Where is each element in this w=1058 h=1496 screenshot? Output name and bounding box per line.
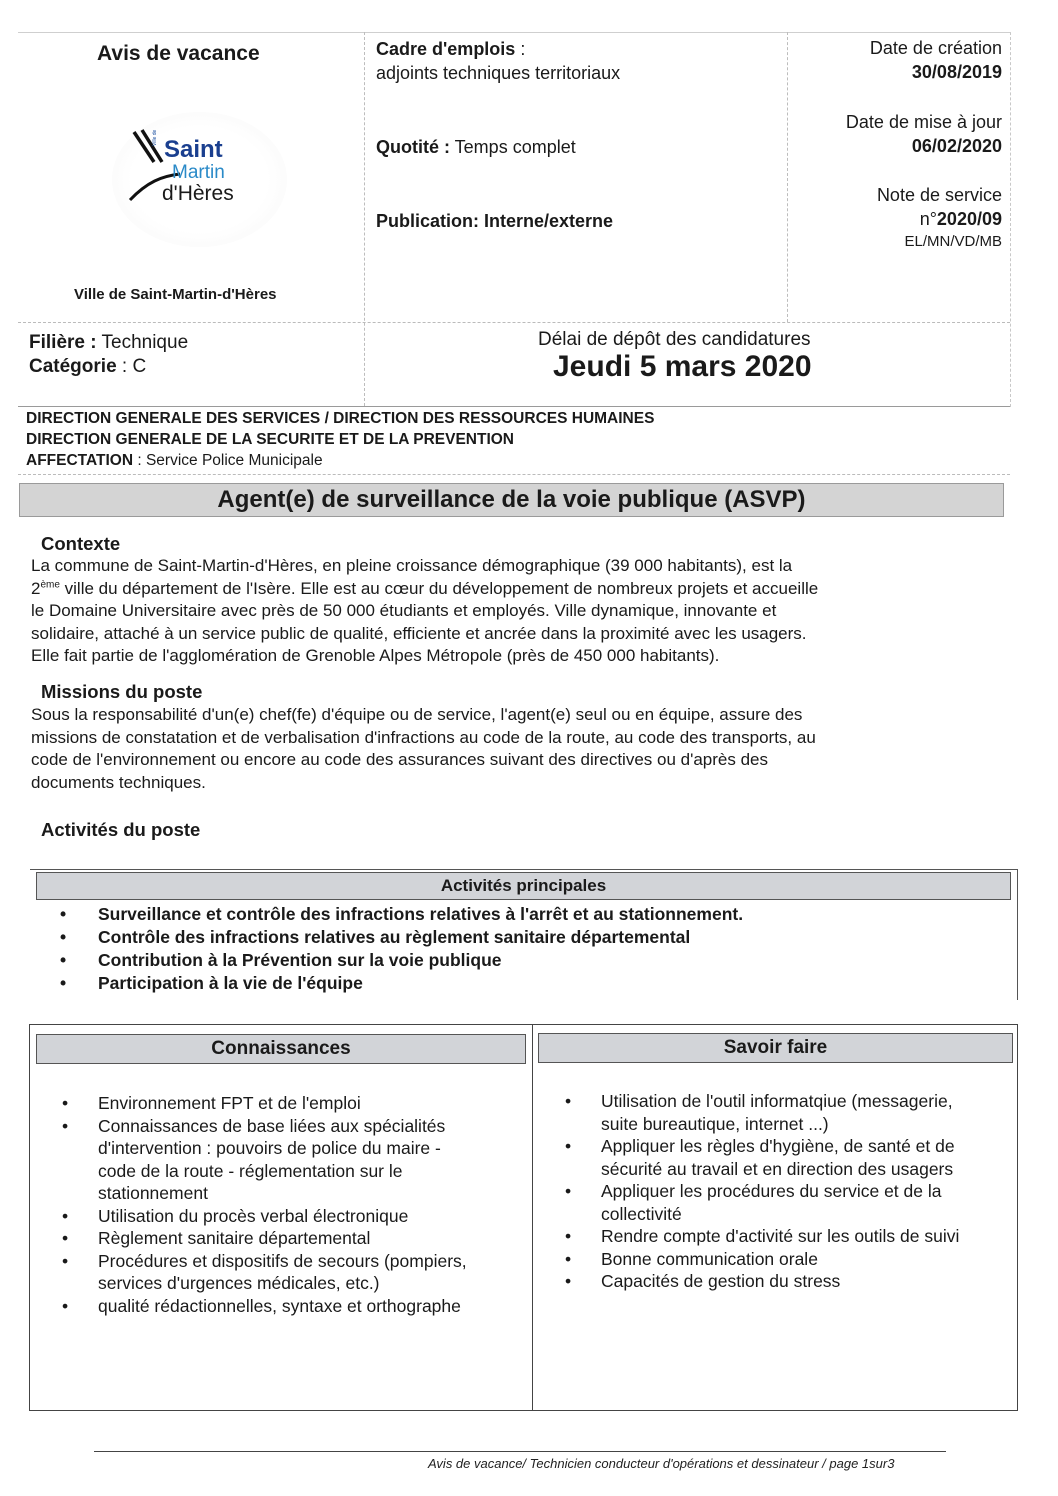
cadre-colon: : bbox=[515, 39, 526, 59]
list-item-line: collectivité bbox=[601, 1203, 682, 1224]
list-item bbox=[62, 1295, 522, 1318]
bullet: • bbox=[60, 973, 67, 993]
list-item-line: stationnement bbox=[98, 1183, 208, 1203]
list-item-line: services d'urgences médicales, etc.) bbox=[98, 1273, 380, 1293]
quotite-value: Temps complet bbox=[450, 137, 576, 157]
list-item-line: Utilisation du procès verbal électronique bbox=[98, 1205, 409, 1226]
contexte-line-5: Elle fait partie de l'agglomération de Grenoble Alpes Métropole (près de 450 000 habitants). bbox=[31, 646, 720, 665]
logo-saint: Saint bbox=[164, 136, 223, 163]
list-item-text bbox=[601, 1270, 840, 1293]
date-creation: 30/08/2019 bbox=[911, 62, 1002, 82]
list-item bbox=[565, 1270, 1005, 1293]
contexte-line-4: solidaire, attaché à un service public de qualité, efficiente et ancrée dans la proximité avec les usagers. bbox=[31, 623, 807, 643]
note-service-label: Note de service bbox=[876, 185, 1002, 205]
contexte-heading: Contexte bbox=[41, 533, 121, 554]
date-maj: 06/02/2020 bbox=[911, 136, 1002, 156]
activites-principales-title: Activités principales bbox=[36, 872, 1011, 900]
list-item-line: Rendre compte d'activité sur les outils de suivi bbox=[601, 1226, 960, 1246]
list-item-text bbox=[98, 1250, 467, 1295]
savoir-faire-list bbox=[565, 1090, 1005, 1293]
header-hline-3 bbox=[18, 474, 1010, 475]
list-item-text: Surveillance et contrôle des infractions relatives à l'arrêt et au stationnement. bbox=[98, 904, 744, 924]
list-item-line: Appliquer les procédures du service et de la bbox=[601, 1181, 942, 1201]
missions-heading: Missions du poste bbox=[41, 681, 203, 702]
list-item-text bbox=[601, 1180, 941, 1225]
connaissances-list bbox=[62, 1092, 522, 1317]
note-number: 2020/09 bbox=[936, 209, 1002, 229]
bullet: • bbox=[565, 1226, 572, 1246]
list-item-line: Utilisation de l'outil informatqiue (messagerie, bbox=[601, 1091, 953, 1111]
savoir-faire-title: Savoir faire bbox=[538, 1033, 1013, 1063]
direction-line-2: DIRECTION GENERALE DE LA SECURITE ET DE LA PREVENTION bbox=[26, 431, 515, 448]
bullet: • bbox=[62, 1295, 69, 1316]
job-title: Agent(e) de surveillance de la voie publique (ASVP) bbox=[19, 483, 1004, 517]
list-item bbox=[60, 926, 743, 949]
list-item-line: Règlement sanitaire départemental bbox=[98, 1228, 371, 1248]
ordinal-number: 2 bbox=[31, 578, 41, 598]
list-item-line: Bonne communication orale bbox=[601, 1248, 818, 1269]
bullet: • bbox=[62, 1093, 69, 1113]
direction-line-1: DIRECTION GENERALE DES SERVICES / DIRECTION DES RESSOURCES HUMAINES bbox=[26, 410, 655, 427]
publication: Publication: Interne/externe bbox=[376, 211, 614, 231]
bullet: • bbox=[565, 1248, 572, 1269]
list-item bbox=[565, 1180, 1005, 1225]
list-item-line: Connaissances de base liées aux spécialités bbox=[98, 1115, 446, 1136]
list-item-text bbox=[98, 1227, 370, 1250]
list-item bbox=[62, 1205, 522, 1228]
contexte-paragraph bbox=[31, 555, 942, 668]
missions-line: missions de constatation et de verbalisation d'infractions au code de la route, au code des transports, au bbox=[31, 727, 816, 747]
contexte-line-1: La commune de Saint-Martin-d'Hères, en pleine croissance démographique (39 000 habitants), est la bbox=[31, 556, 793, 575]
quotite-label: Quotité : bbox=[376, 137, 450, 157]
logo-ville-de: Ville de bbox=[152, 129, 158, 146]
ville-name: Ville de Saint-Martin-d'Hères bbox=[74, 286, 277, 303]
affectation-value: : Service Police Municipale bbox=[133, 452, 323, 469]
list-item bbox=[565, 1090, 1005, 1135]
activites-principales-list bbox=[60, 903, 743, 995]
missions-paragraph bbox=[31, 704, 942, 794]
contexte-line-2 bbox=[31, 578, 942, 601]
filiere bbox=[29, 332, 188, 354]
bullet: • bbox=[60, 927, 67, 947]
logo-heres: d'Hères bbox=[162, 182, 234, 205]
list-item-line: Procédures et dispositifs de secours (pompiers, bbox=[98, 1250, 467, 1271]
filiere-label: Filière : bbox=[29, 332, 97, 353]
footer-rule bbox=[94, 1451, 946, 1452]
missions-line: Sous la responsabilité d'un(e) chef(fe) d'équipe ou de service, l'agent(e) seul ou en équipe, assure des bbox=[31, 705, 803, 724]
bullet: • bbox=[62, 1250, 69, 1271]
bullet: • bbox=[565, 1136, 572, 1156]
bullet: • bbox=[62, 1205, 69, 1226]
list-item-text bbox=[98, 1295, 461, 1318]
note-service-number bbox=[920, 209, 1002, 230]
list-item bbox=[62, 1092, 522, 1115]
avis-title: Avis de vacance bbox=[97, 42, 260, 65]
cadre-label: Cadre d'emplois bbox=[376, 39, 516, 59]
list-item bbox=[565, 1248, 1005, 1271]
note-prefix: n° bbox=[919, 209, 937, 229]
list-item-text bbox=[601, 1135, 955, 1180]
list-item-text bbox=[601, 1090, 953, 1135]
list-item bbox=[62, 1227, 522, 1250]
delai-label: Délai de dépôt des candidatures bbox=[538, 329, 811, 350]
bullet: • bbox=[60, 904, 67, 924]
list-item-line: Appliquer les règles d'hygiène, de santé et de bbox=[601, 1136, 955, 1156]
city-logo bbox=[112, 112, 287, 247]
delai-date: Jeudi 5 mars 2020 bbox=[553, 350, 812, 383]
affectation-label: AFFECTATION bbox=[26, 452, 134, 469]
header-hline-1 bbox=[18, 322, 1010, 323]
categorie-label: Catégorie bbox=[29, 356, 117, 377]
list-item-text bbox=[98, 1115, 445, 1205]
cadre-value: adjoints techniques territoriaux bbox=[376, 63, 621, 83]
list-item-text: Contribution à la Prévention sur la voie publique bbox=[98, 950, 502, 970]
list-item-line: Capacités de gestion du stress bbox=[601, 1271, 841, 1291]
date-creation-label: Date de création bbox=[869, 38, 1002, 58]
list-item-text bbox=[601, 1225, 959, 1248]
quotite bbox=[376, 137, 576, 158]
date-maj-label: Date de mise à jour bbox=[845, 112, 1002, 132]
list-item bbox=[62, 1115, 522, 1205]
missions-line: code de l'environnement ou encore au code des assurances suivant des directives ou d'après des bbox=[31, 750, 769, 769]
list-item-line: qualité rédactionnelles, syntaxe et orthographe bbox=[98, 1295, 461, 1316]
list-item-line: code de la route - réglementation sur le bbox=[98, 1160, 403, 1181]
bullet: • bbox=[565, 1271, 572, 1291]
missions-line: documents techniques. bbox=[31, 772, 206, 792]
header-divider-1 bbox=[364, 32, 365, 406]
bullet: • bbox=[62, 1228, 69, 1248]
note-initials: EL/MN/VD/MB bbox=[904, 233, 1002, 250]
skills-divider bbox=[532, 1024, 533, 1411]
bullet: • bbox=[565, 1181, 572, 1201]
ordinal-suffix: ème bbox=[40, 578, 60, 590]
logo-emblem-icon bbox=[112, 112, 287, 247]
list-item-text bbox=[98, 1092, 361, 1115]
bullet: • bbox=[62, 1115, 69, 1136]
contexte-line-3: le Domaine Universitaire avec près de 50 000 étudiants et employés. Ville dynamique, innovante et bbox=[31, 601, 777, 620]
list-item bbox=[60, 949, 743, 972]
contexte-line-2-text: ville du département de l'Isère. Elle est au cœur du développement de nombreux projets et accueille bbox=[59, 578, 819, 598]
logo-martin: Martin bbox=[172, 162, 225, 183]
header-divider-2 bbox=[787, 32, 788, 322]
list-item-line: Environnement FPT et de l'emploi bbox=[98, 1093, 361, 1113]
list-item bbox=[60, 972, 743, 995]
header-hline-2 bbox=[18, 406, 1010, 407]
list-item-text bbox=[98, 1205, 408, 1228]
connaissances-title: Connaissances bbox=[36, 1034, 526, 1064]
activites-heading: Activités du poste bbox=[41, 819, 201, 840]
list-item-text bbox=[601, 1248, 818, 1271]
categorie bbox=[29, 356, 146, 378]
list-item-text: Participation à la vie de l'équipe bbox=[98, 973, 363, 993]
list-item bbox=[60, 903, 743, 926]
cadre-emplois bbox=[376, 39, 525, 60]
list-item bbox=[565, 1225, 1005, 1248]
page-footer: Avis de vacance/ Technicien conducteur d'opérations et dessinateur / page 1sur3 bbox=[428, 1456, 895, 1471]
list-item-line: d'intervention : pouvoirs de police du maire - bbox=[98, 1138, 441, 1158]
categorie-value: : C bbox=[116, 356, 147, 377]
bullet: • bbox=[565, 1091, 572, 1111]
list-item-line: sécurité au travail et en direction des usagers bbox=[601, 1158, 954, 1179]
bullet: • bbox=[60, 950, 67, 970]
affectation bbox=[26, 452, 323, 470]
list-item bbox=[565, 1135, 1005, 1180]
filiere-value: Technique bbox=[96, 332, 189, 353]
list-item-text: Contrôle des infractions relatives au règlement sanitaire départemental bbox=[98, 927, 691, 947]
list-item bbox=[62, 1250, 522, 1295]
list-item-line: suite bureautique, internet ...) bbox=[601, 1113, 829, 1134]
